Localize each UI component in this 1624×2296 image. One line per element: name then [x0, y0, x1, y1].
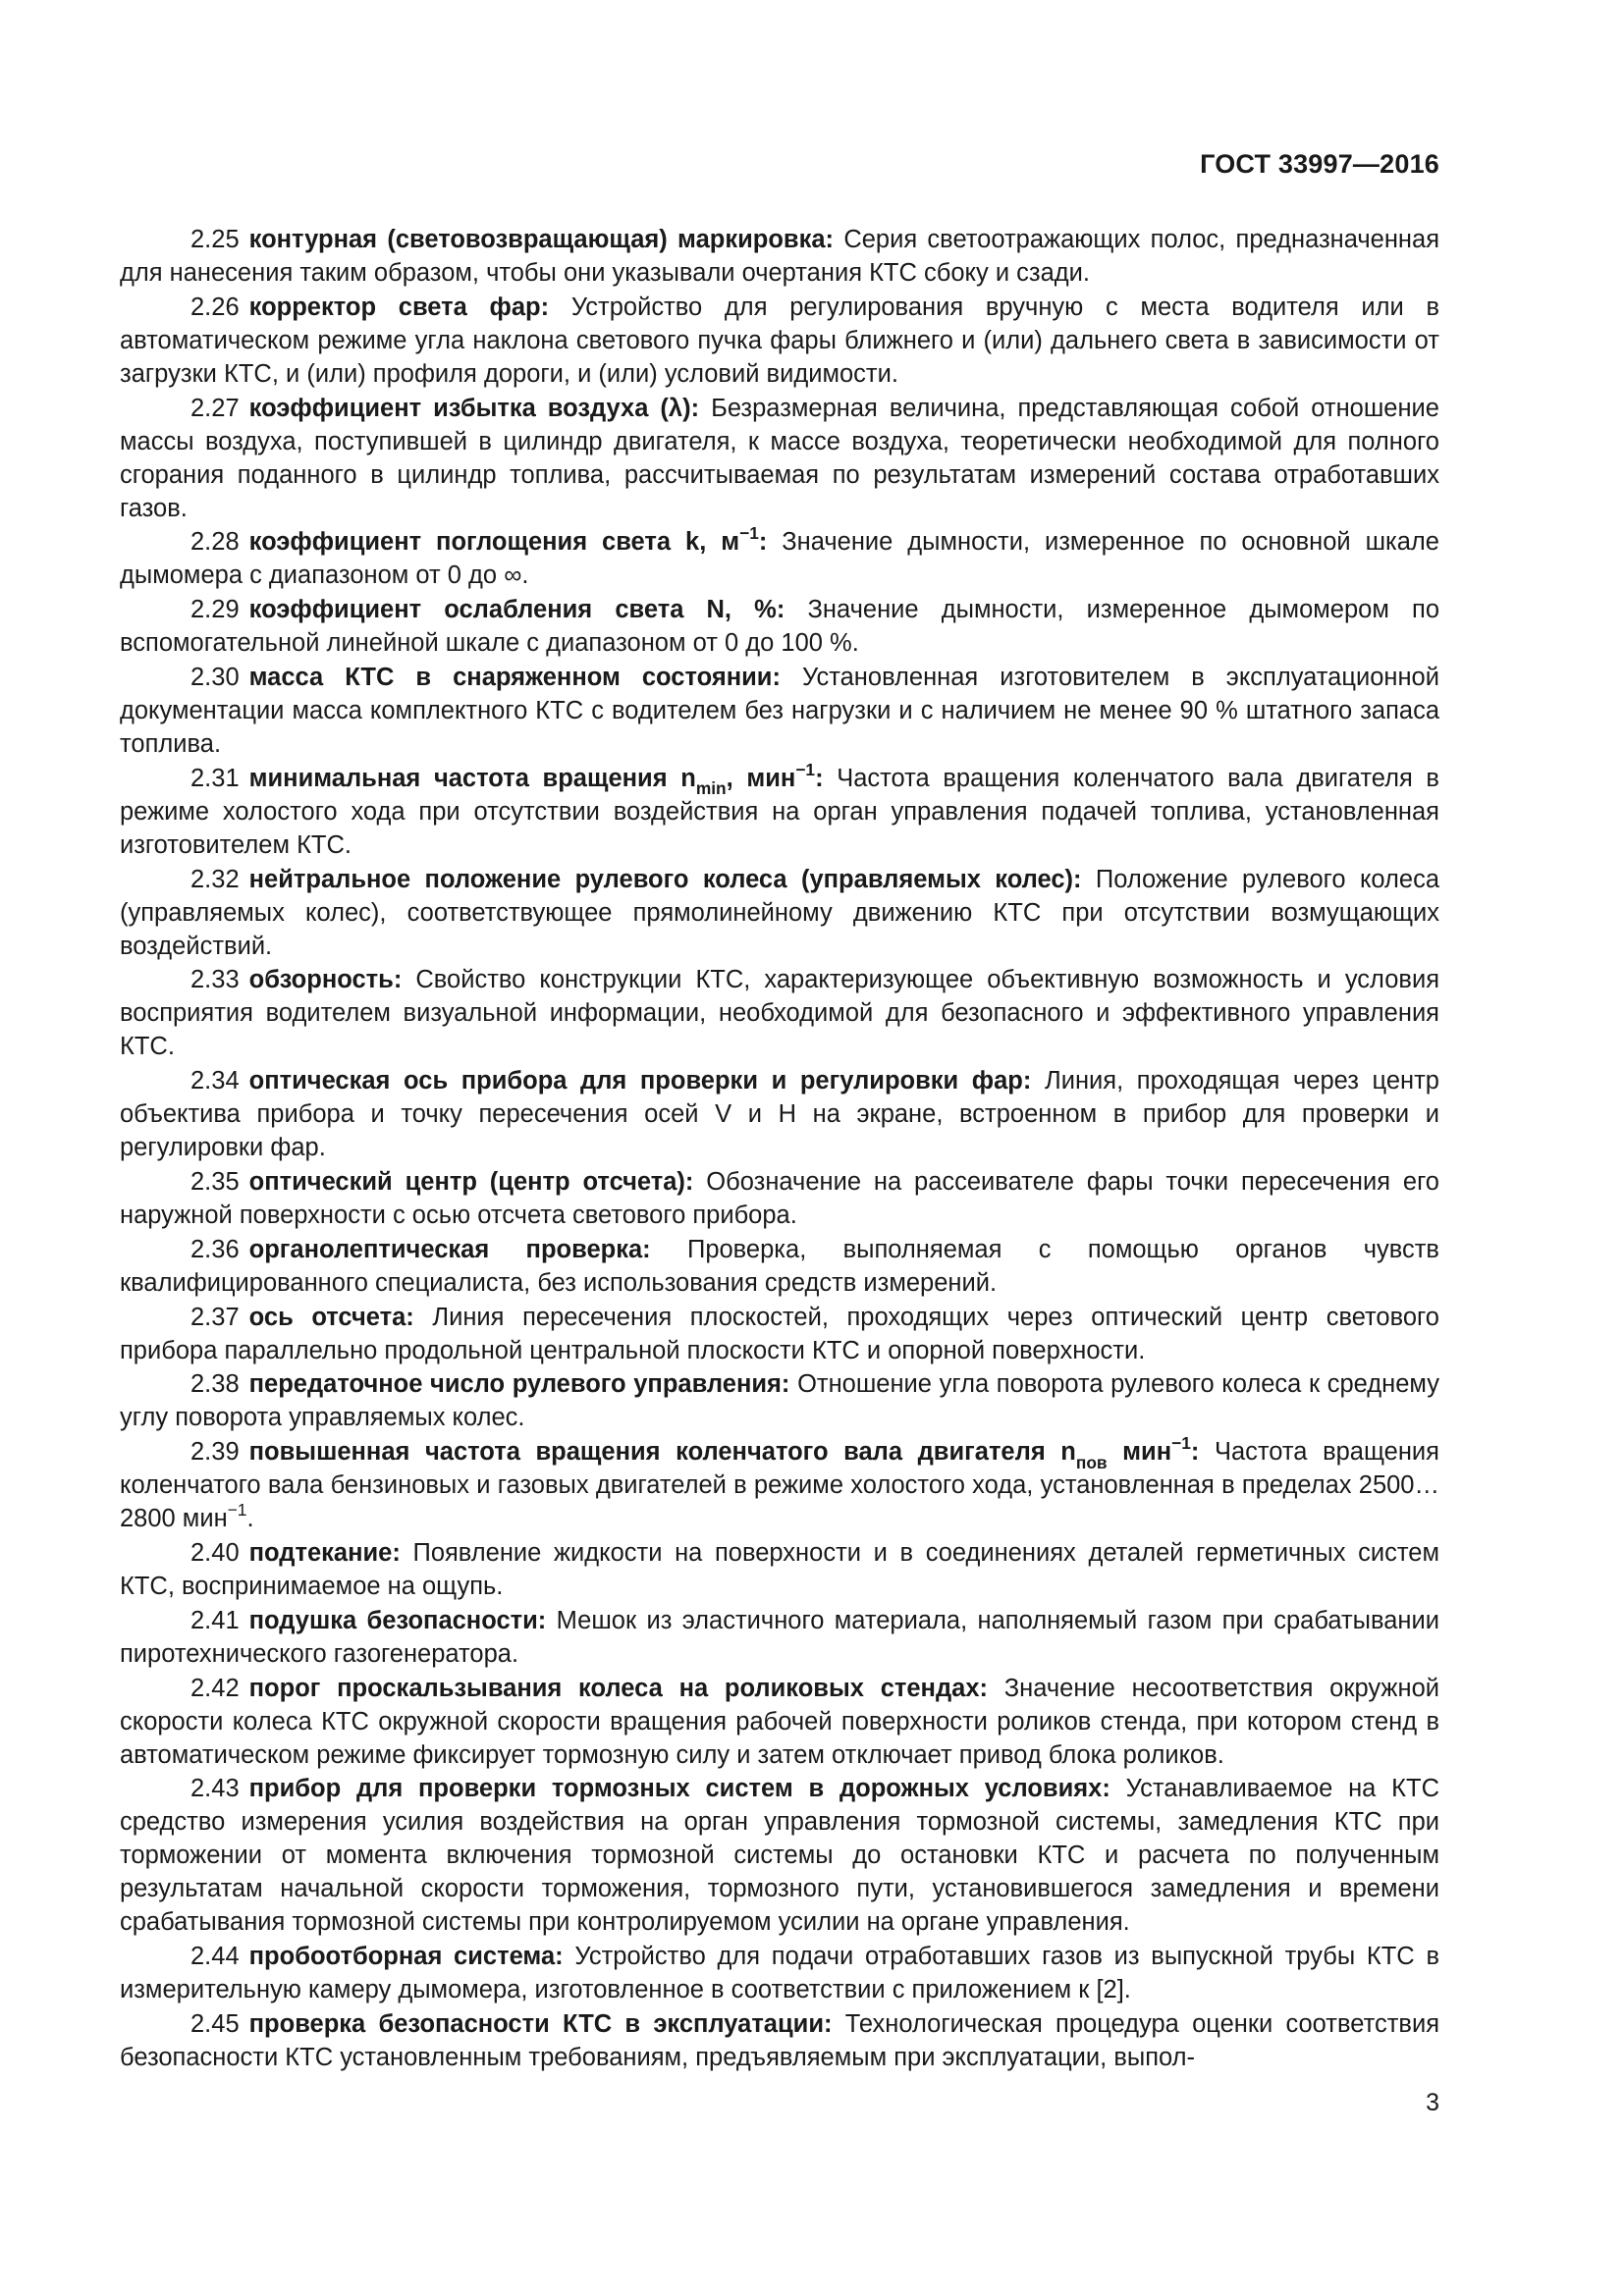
entry-term: подтекание: — [248, 1538, 401, 1567]
entry-number: 2.42 — [190, 1674, 240, 1702]
entry-definition: Технологическая процедура оценки соответствия безопасности КТС установленным требованиям, предъявляемым при эксплуатации, выпол- — [120, 2009, 1440, 2071]
entry-definition: Значение несоответствия окружной скорости колеса КТС окружной скорости вращения рабочей поверхности роликов стенда, при котором стенд в автоматическом режиме фиксирует тормозную силу и затем отключает привод блока роликов. — [120, 1674, 1439, 1769]
entry-number: 2.28 — [190, 528, 240, 557]
definition-entry — [120, 593, 1439, 660]
entry-definition: Серия светоотражающих полос, предназначенная для нанесения таким образом, чтобы они указывали очертания КТС сбоку и сзади. — [120, 226, 1440, 287]
entry-definition: Линия, проходящая через центр объектива прибора и точку пересечения осей V и H на экране, встроенном в прибор для проверки и регулировки фар. — [120, 1067, 1439, 1162]
entry-definition: Устанавливаемое на КТС средство измерения усилия воздействия на орган управления тормозной системы, замедления КТС при торможении от момента включения тормозной системы до остановки КТС и расчета по полученным результатам начальной скорости торможения, тормозного пути, установившегося замедления и времени срабатывания тормозной системы при контролируемом усилии на органе управления. — [120, 1775, 1439, 1937]
definition-entry — [120, 1233, 1439, 1300]
definition-entry — [120, 223, 1439, 290]
entry-term: прибор для проверки тормозных систем в дорожных условиях: — [248, 1775, 1110, 1803]
definition-entry — [120, 525, 1439, 592]
entry-number: 2.26 — [190, 293, 240, 321]
entry-term: порог проскальзывания колеса на роликовых стендах: — [248, 1674, 988, 1702]
entry-definition: Установленная изготовителем в эксплуатационной документации масса комплектного КТС с водителем без нагрузки и с наличием не менее 90 % штатного запаса топлива. — [120, 663, 1439, 758]
entry-term: оптический центр (центр отсчета): — [248, 1167, 694, 1196]
entry-term: корректор света фар: — [248, 293, 550, 321]
definition-entry — [120, 1672, 1439, 1772]
definition-entry — [120, 1064, 1439, 1164]
entry-number: 2.36 — [190, 1235, 240, 1263]
entry-definition: Линия пересечения плоскостей, проходящих через оптический центр светового прибора параллельно продольной центральной плоскости КТС и опорной поверхности. — [120, 1303, 1439, 1364]
entry-term: ось отсчета: — [248, 1303, 414, 1331]
definition-entry — [120, 661, 1439, 761]
entry-term: нейтральное положение рулевого колеса (управляемых колес): — [248, 865, 1082, 893]
entry-number: 2.37 — [190, 1303, 240, 1331]
entry-definition: Проверка, выполняемая с помощью органов чувств квалифицированного специалиста, без использования средств измерений. — [120, 1235, 1439, 1297]
definition-entry — [120, 1536, 1439, 1603]
definition-entry — [120, 1432, 1439, 1535]
entry-definition: Обозначение на рассеивателе фары точки пересечения его наружной поверхности с осью отсчета светового прибора. — [120, 1167, 1439, 1229]
entry-number: 2.41 — [190, 1606, 240, 1634]
entry-number: 2.45 — [190, 2009, 240, 2038]
definition-entry — [120, 759, 1439, 862]
entry-definition: Частота вращения коленчатого вала бензиновых и газовых двигателей в режиме холостого хода, установленная в пределах 2500…2800 мин$^{-1}$. — [120, 1438, 1439, 1533]
definition-entry — [120, 1165, 1439, 1232]
entry-definition: Устройство для регулирования вручную с места водителя или в автоматическом режиме угла наклона светового пучка фары ближнего и (или) дальнего света в зависимости от загрузки КТС, и (или) профиля дороги, и (или) условий видимости. — [120, 293, 1439, 388]
definition-entry — [120, 1940, 1439, 2006]
entry-number: 2.43 — [190, 1775, 240, 1803]
entry-term: передаточное число рулевого управления: — [248, 1370, 790, 1399]
definition-entry — [120, 2007, 1439, 2074]
entry-definition: Значение дымности, измеренное дымомером по вспомогательной линейной шкале с диапазоном от 0 до 100 %. — [120, 596, 1439, 658]
entry-term: оптическая ось прибора для проверки и регулировки фар: — [248, 1067, 1032, 1095]
entry-number: 2.39 — [190, 1438, 240, 1467]
entry-term: коэффициент ослабления света N, %: — [248, 596, 785, 624]
definition-entry — [120, 1604, 1439, 1671]
entry-term: проверка безопасности КТС в эксплуатации: — [248, 2009, 833, 2038]
entry-number: 2.29 — [190, 596, 240, 624]
entry-term: органолептическая проверка: — [248, 1235, 651, 1263]
entry-number: 2.32 — [190, 865, 240, 893]
entry-definition: Положение рулевого колеса (управляемых колес), соответствующее прямолинейному движению КТС при отсутствии возмущающих воздействий. — [120, 865, 1440, 960]
page-number: 3 — [1426, 2089, 1439, 2116]
entry-number: 2.33 — [190, 966, 240, 994]
entry-term: коэффициент поглощения света k, $м^{-1}$: — [248, 523, 768, 557]
entry-definition: Частота вращения коленчатого вала двигателя в режиме холостого хода при отсутствии воздействия на орган управления подачей топлива, установленная изготовителем КТС. — [120, 764, 1439, 859]
entry-definition: Отношение угла поворота рулевого колеса к среднему углу поворота управляемых колес. — [120, 1370, 1439, 1432]
entry-number: 2.44 — [190, 1943, 240, 1971]
definitions-list — [120, 223, 1439, 2075]
entry-number: 2.35 — [190, 1167, 240, 1196]
entry-definition: Безразмерная величина, представляющая собой отношение массы воздуха, поступившей в цилиндр двигателя, к массе воздуха, теоретически необходимой для полного сгорания поданного в цилиндр топлива, рассчитываемая по результатам измерений состава отработавших газов. — [120, 394, 1439, 522]
entry-number: 2.30 — [190, 663, 240, 691]
definition-entry — [120, 1301, 1439, 1367]
entry-definition: Мешок из эластичного материала, наполняемый газом при срабатывании пиротехнического газогенератора. — [120, 1606, 1440, 1668]
definition-entry — [120, 392, 1439, 525]
definition-entry — [120, 291, 1439, 391]
entry-number: 2.31 — [190, 764, 240, 792]
definition-entry — [120, 1772, 1439, 1939]
entry-term: пробоотборная система: — [248, 1943, 564, 1971]
entry-term: минимальная частота вращения $n_{min}$, мин$^{-1}$: — [248, 759, 824, 799]
entry-definition: Свойство конструкции КТС, характеризующее объективную возможность и условия восприятия водителем визуальной информации, необходимой для безопасного и эффективного управления КТС. — [120, 966, 1439, 1061]
entry-number: 2.27 — [190, 394, 240, 422]
definition-entry — [120, 863, 1439, 963]
definition-entry — [120, 1367, 1439, 1434]
entry-definition: Появление жидкости на поверхности и в соединениях деталей герметичных систем КТС, воспринимаемое на ощупь. — [120, 1538, 1439, 1600]
entry-term: повышенная частота вращения коленчатого вала двигателя $n_{пов}$ мин$^{-1}$: — [248, 1432, 1200, 1472]
definition-entry — [120, 963, 1439, 1063]
entry-term: обзорность: — [248, 966, 403, 994]
entry-term: контурная (световозвращающая) маркировка: — [248, 226, 835, 253]
entry-number: 2.34 — [190, 1067, 240, 1095]
entry-term: коэффициент избытка воздуха (λ): — [248, 394, 700, 422]
entry-term: подушка безопасности: — [248, 1606, 547, 1634]
entry-number: 2.25 — [190, 226, 240, 253]
entry-term: масса КТС в снаряженном состоянии: — [248, 663, 781, 691]
entry-number: 2.40 — [190, 1538, 240, 1567]
document-code: ГОСТ 33997—2016 — [1200, 149, 1439, 179]
entry-number: 2.38 — [190, 1370, 240, 1399]
entry-definition: Устройство для подачи отработавших газов из выпускной трубы КТС в измерительную камеру дымомера, изготовленное в соответствии с приложением к [2]. — [120, 1943, 1439, 2004]
entry-definition: Значение дымности, измеренное по основной шкале дымомера с диапазоном от 0 до ∞. — [120, 528, 1439, 590]
